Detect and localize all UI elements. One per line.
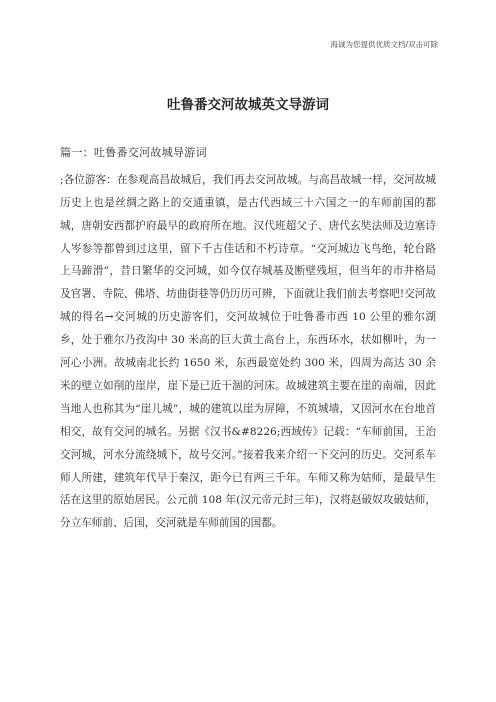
body-paragraph: ;各位游客：在参观高昌故城后，我们再去交河故城。与高昌故城一样，交河故城历史上也是丝绸之路上的交通重镇，是古代西域三十六国之一的车师前国的都城，唐朝安西都护府最早的政府所在地。汉代班超父子、唐代玄奘法师及边塞诗人岑参等都曾到过这里，留下千古佳话和不朽诗章。“交河城边飞鸟绝，轮台路上马蹄滑”，昔日繁华的交河城，如今仅存城基及断壁残垣，但当年的市井格局及官署、寺院、佛塔、坊曲街巷等仍历历可辨，下面就让我们前去考察吧!交河故城的得名→交河城的历史游客们，交河故城位于吐鲁番市西 10 公里的雅尔湖乡，处于雅尔乃孜沟中 30 米高的巨大黄土高台上，东西环水，状如柳叶，为一河心小洲。故城南北长约 1650 米，东西最宽处约 300 米，四周为高达 30 余米的壁立如削的崖岸，崖下是已近干涸的河床。故城建筑主要在崖的南端，因此当地人也称其为“崖儿城”，城的建筑以崖为屏障，不筑城墙，又因河水在台地首相交，故有交河的城名。另据《汉书&#8226;西域传》记载：“车师前国，王治交河城，河水分流绕城下，故号交河。”接着我来介绍一下交河的历史。交河系车师人所建，建筑年代早于秦汉，距今已有两三千年。车师又称为姑师，是最早生活在这里的原始居民。公元前 108 年(汉元帝元封三年)，汉将赵破奴攻破姑师，分立车师前、后国，交河就是车师前国的国都。 — [60, 173, 436, 530]
section-heading: 篇一：吐鲁番交河故城导游词 — [60, 146, 207, 159]
header-note: 海诚为您提供优质文档/双击可除 — [330, 40, 438, 49]
document-title: 吐鲁番交河故城英文导游词 — [167, 97, 329, 113]
document-body — [60, 143, 436, 535]
